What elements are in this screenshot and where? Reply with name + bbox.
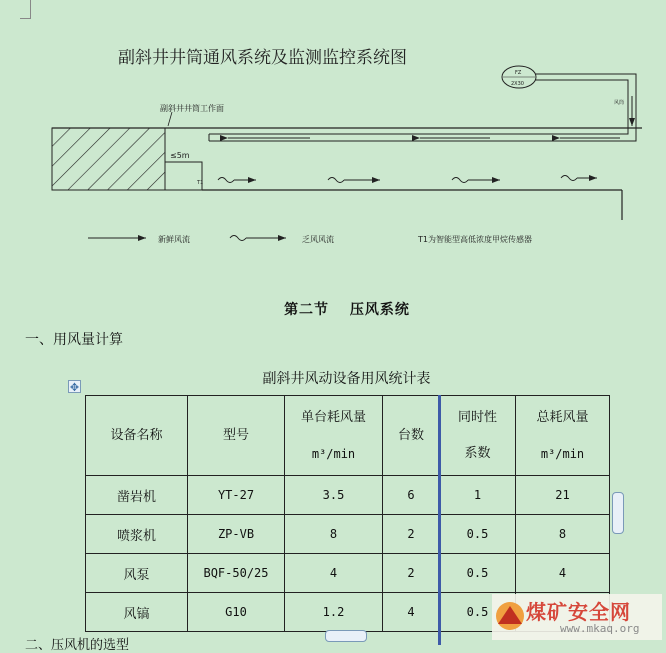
exhaust-air-arrow — [561, 176, 597, 181]
legend-exhaust-arrow — [230, 236, 286, 241]
watermark-text: 煤矿安全网 — [526, 600, 631, 624]
column-resize-marker[interactable] — [438, 395, 441, 645]
exhaust-air-arrow — [218, 178, 256, 183]
table-row — [86, 476, 610, 515]
header-unit-consumption-label: 单台耗风量 — [300, 409, 366, 425]
section-title: 第二节 压风系统 — [284, 302, 410, 318]
legend-exhaust-label: 乏风风流 — [302, 235, 334, 244]
table-caption: 副斜井风动设备用风统计表 — [262, 371, 431, 387]
header-unit-consumption-unit: m³/min — [311, 446, 356, 461]
table-resize-handle-bottom[interactable] — [325, 630, 367, 642]
workface-label: 副斜井井筒工作面 — [160, 104, 224, 113]
cell-count: 2 — [383, 515, 440, 554]
cell-coef: 0.5 — [440, 593, 516, 632]
cell-unit: 1.2 — [285, 593, 383, 632]
duct-inner — [209, 74, 636, 141]
header-count: 台数 — [383, 396, 440, 476]
cell-name: 凿岩机 — [86, 476, 188, 515]
legend-fresh-label: 新鲜风流 — [158, 235, 190, 244]
table-row — [86, 515, 610, 554]
header-name: 设备名称 — [86, 396, 188, 476]
cell-coef: 1 — [440, 476, 516, 515]
table-resize-handle-right[interactable] — [612, 492, 624, 534]
header-simultaneity-line2: 系数 — [464, 445, 491, 461]
cell-name: 风泵 — [86, 554, 188, 593]
cell-model: G10 — [188, 593, 285, 632]
cell-total: 4 — [516, 554, 610, 593]
ventilation-diagram — [0, 0, 666, 260]
cell-total: 8 — [516, 515, 610, 554]
header-simultaneity-line1: 同时性 — [457, 409, 497, 425]
cell-coef: 0.5 — [440, 515, 516, 554]
header-model: 型号 — [188, 396, 285, 476]
subsection-title: 一、用风量计算 — [25, 332, 123, 348]
legend-sensor-label: T1为智能型高低浓度甲烷传感器 — [418, 235, 532, 244]
cell-count: 2 — [383, 554, 440, 593]
diagram-title: 副斜井井筒通风系统及监测监控系统图 — [118, 48, 407, 68]
cell-unit: 4 — [285, 554, 383, 593]
exhaust-air-arrow — [328, 178, 380, 183]
duct-label: 风筒 — [614, 100, 625, 106]
cell-total: 21 — [516, 476, 610, 515]
duct-outer — [209, 80, 628, 134]
fan-label-bottom: 2X30 — [511, 81, 524, 87]
watermark-url: www.mkaq.org — [560, 622, 640, 635]
next-subsection-title: 二、压风机的选型 — [25, 638, 130, 653]
header-total-label: 总耗风量 — [536, 409, 589, 425]
sensor-tag: T1 — [197, 180, 204, 186]
cell-name: 喷浆机 — [86, 515, 188, 554]
cell-coef: 0.5 — [440, 554, 516, 593]
cell-model: YT-27 — [188, 476, 285, 515]
header-unit-consumption — [285, 396, 383, 476]
header-total-unit: m³/min — [540, 446, 585, 461]
header-total — [516, 396, 610, 476]
header-simultaneity — [440, 396, 516, 476]
distance-label: ≤5m — [170, 151, 190, 160]
cell-model: ZP-VB — [188, 515, 285, 554]
fan-label-top: FZ — [515, 70, 522, 76]
cell-name: 风镐 — [86, 593, 188, 632]
cell-count: 6 — [383, 476, 440, 515]
cell-count: 4 — [383, 593, 440, 632]
table-row — [86, 554, 610, 593]
workface-leader-line — [168, 112, 172, 126]
workface-block — [52, 128, 165, 190]
cell-model: BQF-50/25 — [188, 554, 285, 593]
table-header-row — [86, 396, 610, 476]
table-move-handle-icon[interactable]: ✥ — [69, 381, 80, 394]
cell-unit: 3.5 — [285, 476, 383, 515]
cell-unit: 8 — [285, 515, 383, 554]
exhaust-air-arrow — [452, 178, 500, 183]
